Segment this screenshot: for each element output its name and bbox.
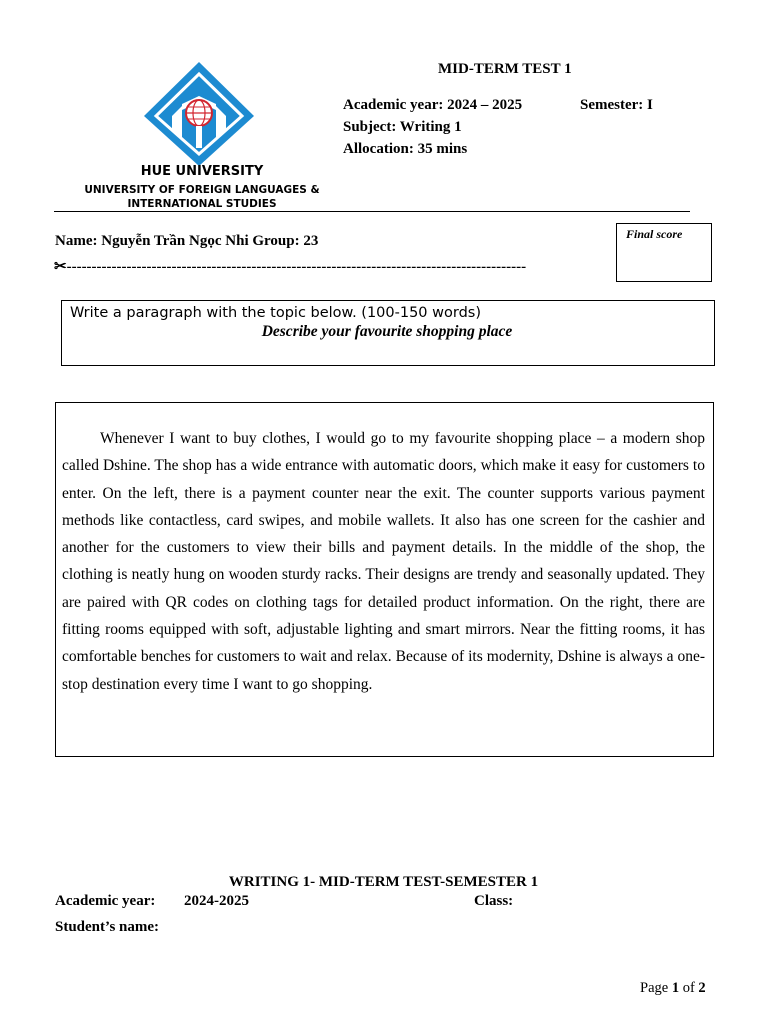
semester: Semester: I [580, 97, 653, 113]
scissors-icon: ✂ [54, 259, 67, 275]
summary-title: WRITING 1- MID-TERM TEST-SEMESTER 1 [228, 874, 539, 890]
test-title: MID-TERM TEST 1 [438, 61, 572, 77]
essay-paragraph: Whenever I want to buy clothes, I would go to my favourite shopping place – a modern shop called Dshine. The shop has a wide entrance with automatic doors, which make it easy for customers to enter. On the left, there is a payment counter near the exit. The counter supports various payment methods like contactless, card swipes, and mobile wallets. It also has one screen for the cashier and another for the customers to view their bills and payment details. In the middle of the shop, the clothing is neatly hung on wooden sturdy racks. Their designs are trendy and seasonally updated. They are paired with QR codes on clothing tags for detailed product information. On the right, there are fitting rooms equipped with soft, adjustable lighting and smart mirrors. Near the fitting rooms, it has comfortable benches for customers to wait and relax. Because of its modernity, Dshine is always a one-stop destination every time I want to go shopping. [62, 430, 705, 693]
final-score-label: Final score [626, 227, 683, 241]
task-instruction: Write a paragraph with the topic below. (100-150 words) [70, 305, 481, 321]
header-divider [54, 211, 690, 212]
faculty-line-2: INTERNATIONAL STUDIES [127, 198, 277, 210]
faculty-line-1: UNIVERSITY OF FOREIGN LANGUAGES & [84, 184, 320, 196]
footer-academic-year-value: 2024-2025 [184, 893, 249, 909]
page-of: of [679, 980, 699, 996]
footer-student-name-label: Student’s name: [55, 919, 160, 935]
faculty-name [72, 183, 332, 211]
page-number [640, 980, 706, 997]
page-current: 1 [671, 980, 680, 996]
university-name: HUE UNIVERSITY [140, 164, 264, 179]
page-total: 2 [698, 980, 706, 996]
academic-year: Academic year: 2024 – 2025 [343, 97, 523, 113]
task-topic: Describe your favourite shopping place [261, 323, 513, 340]
allocation: Allocation: 35 mins [343, 141, 468, 157]
footer-academic-year-label: Academic year: [55, 893, 156, 909]
footer-class-label: Class: [474, 893, 514, 909]
cut-dashes: -------------------------------------------------------------------------------------------- [66, 259, 527, 275]
student-name-line: Name: Nguyễn Trần Ngọc Nhi Group: 23 [55, 233, 319, 249]
subject: Subject: Writing 1 [343, 119, 462, 135]
cut-line [54, 258, 616, 276]
page-prefix: Page [640, 980, 672, 996]
university-logo [142, 60, 256, 168]
